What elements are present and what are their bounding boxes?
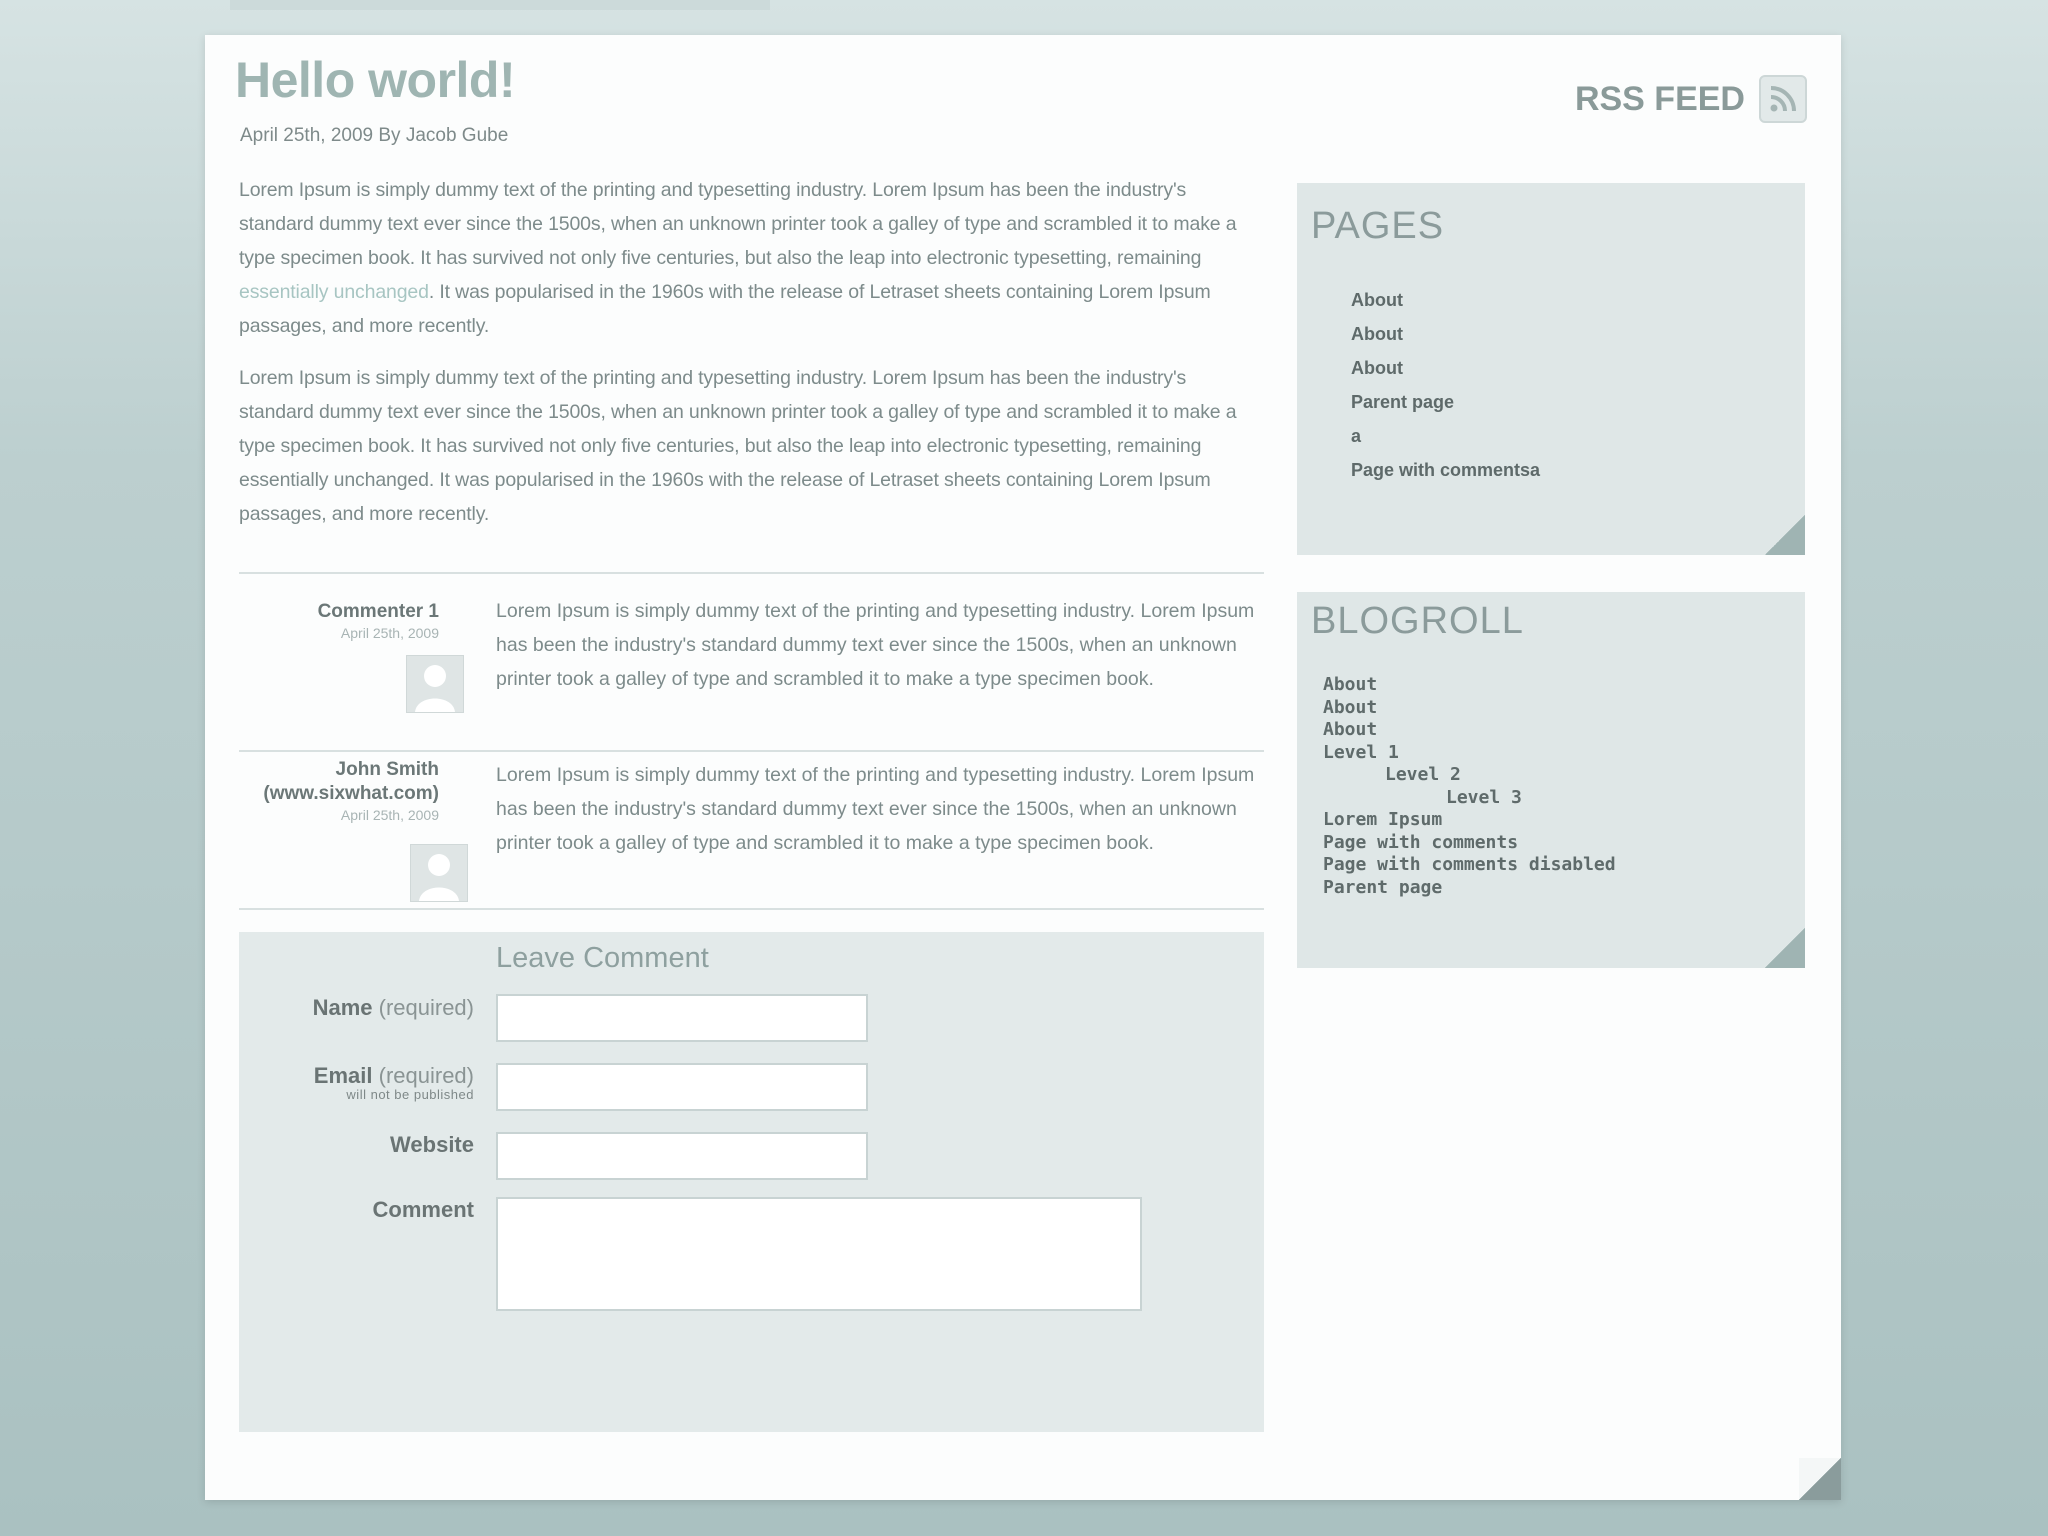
website-field[interactable] xyxy=(496,1132,868,1180)
comment-meta xyxy=(239,600,439,642)
pages-list xyxy=(1351,283,1540,487)
comment-date: April 25th, 2009 xyxy=(340,807,439,823)
rss-icon[interactable] xyxy=(1759,75,1807,123)
email-note: will not be published xyxy=(346,1087,474,1102)
comment-form xyxy=(239,932,1264,1432)
name-label-text: Name xyxy=(312,995,373,1020)
pages-widget xyxy=(1297,183,1805,555)
post-link[interactable]: essentially unchanged xyxy=(239,281,429,303)
rss-icon-glyph xyxy=(1768,84,1798,114)
form-title: Leave Comment xyxy=(496,942,709,974)
blogroll-item[interactable]: Level 2 xyxy=(1385,764,1461,785)
post-paragraph-2: Lorem Ipsum is simply dummy text of the printing and typesetting industry. Lorem Ipsum has been the industry's standard dummy text ever since the 1500s, when an unknown printer took a galley of type and scrambled it to make a type specimen book. It has survived not only five centuries, but also the leap into electronic typesetting, remaining essentially unchanged. It was popularised in the 1960s with the release of Letraset sheets containing Lorem Ipsum passages, and more recently. xyxy=(239,367,1237,525)
widget-page-curl xyxy=(1765,928,1805,968)
blogroll-item[interactable]: Level 3 xyxy=(1446,786,1522,808)
blogroll-item[interactable]: About xyxy=(1323,674,1378,695)
pages-item[interactable]: Page with commentsa xyxy=(1351,460,1541,480)
comment-divider xyxy=(239,750,1264,752)
blogroll-title: BLOGROLL xyxy=(1311,600,1524,642)
email-field[interactable] xyxy=(496,1063,868,1111)
name-field[interactable] xyxy=(496,994,868,1042)
avatar xyxy=(410,844,468,902)
page-container xyxy=(205,35,1841,1500)
website-label xyxy=(390,1132,474,1158)
pages-title: PAGES xyxy=(1311,205,1445,247)
blogroll-widget xyxy=(1297,592,1805,968)
blogroll-item[interactable]: Lorem Ipsum xyxy=(1323,809,1443,830)
pages-item[interactable]: About xyxy=(1351,290,1403,310)
rss-feed-label: RSS FEED xyxy=(1574,79,1745,118)
pages-item[interactable]: Parent page xyxy=(1351,392,1455,412)
website-label-text: Website xyxy=(390,1132,474,1157)
comment xyxy=(239,758,1264,938)
comments-divider xyxy=(239,572,1264,574)
comment-author[interactable]: Commenter 1 xyxy=(317,601,439,622)
comment-author[interactable]: John Smith xyxy=(335,759,439,780)
required-hint: (required) xyxy=(378,1063,474,1088)
comment-label xyxy=(373,1197,474,1223)
pages-item[interactable]: About xyxy=(1351,324,1403,344)
name-label xyxy=(313,995,474,1021)
post-meta: April 25th, 2009 By Jacob Gube xyxy=(240,125,509,146)
blogroll-item[interactable]: About xyxy=(1323,719,1378,740)
comment-label-text: Comment xyxy=(372,1197,474,1222)
post-paragraph-1 xyxy=(239,173,1264,343)
comment-date: April 25th, 2009 xyxy=(340,625,439,641)
post-title[interactable]: Hello world! xyxy=(235,52,516,108)
blogroll-item[interactable]: Page with comments disabled xyxy=(1323,854,1616,875)
email-label xyxy=(314,1063,474,1102)
page-curl xyxy=(1799,1458,1841,1500)
pages-item[interactable]: a xyxy=(1351,426,1362,446)
required-hint: (required) xyxy=(378,995,474,1020)
email-label-text: Email xyxy=(313,1063,373,1088)
avatar-placeholder-icon xyxy=(407,656,463,712)
comment-text: Lorem Ipsum is simply dummy text of the printing and typesetting industry. Lorem Ipsum has been the industry's standard dummy text ever since the 1500s, when an unknown printer took a galley of type and scrambled it to make a type specimen book. xyxy=(496,764,1255,854)
comment-author-url[interactable]: (www.sixwhat.com) xyxy=(263,783,439,804)
post-text: . It was popularised in the 1960s with the release of Letraset sheets containing Lorem Ipsum passages, and more recently. xyxy=(239,281,1211,337)
post-text: Lorem Ipsum is simply dummy text of the printing and typesetting industry. Lorem Ipsum has been the industry's standard dummy text ever since the 1500s, when an unknown printer took a galley of type and scrambled it to make a type specimen book. It has survived not only five centuries, but also the leap into electronic typesetting, remaining xyxy=(239,179,1237,269)
blogroll-item[interactable]: About xyxy=(1323,696,1378,718)
comment xyxy=(239,600,1264,780)
avatar xyxy=(406,655,464,713)
comment-divider xyxy=(239,908,1264,910)
post-content xyxy=(239,173,1264,549)
comment-text: Lorem Ipsum is simply dummy text of the printing and typesetting industry. Lorem Ipsum has been the industry's standard dummy text ever since the 1500s, when an unknown printer took a galley of type and scrambled it to make a type specimen book. xyxy=(496,600,1255,690)
header-fade xyxy=(230,0,770,10)
comment-meta xyxy=(239,758,439,824)
blogroll-list xyxy=(1323,674,1616,899)
rss-feed-link[interactable] xyxy=(1575,75,1807,123)
blogroll-item[interactable]: Level 1 xyxy=(1323,741,1399,763)
blogroll-item[interactable]: Parent page xyxy=(1323,876,1443,898)
widget-page-curl xyxy=(1765,515,1805,555)
avatar-placeholder-icon xyxy=(411,845,467,901)
pages-item[interactable]: About xyxy=(1351,358,1403,378)
comment-textarea[interactable] xyxy=(496,1197,1142,1311)
blogroll-item[interactable]: Page with comments xyxy=(1323,831,1519,853)
